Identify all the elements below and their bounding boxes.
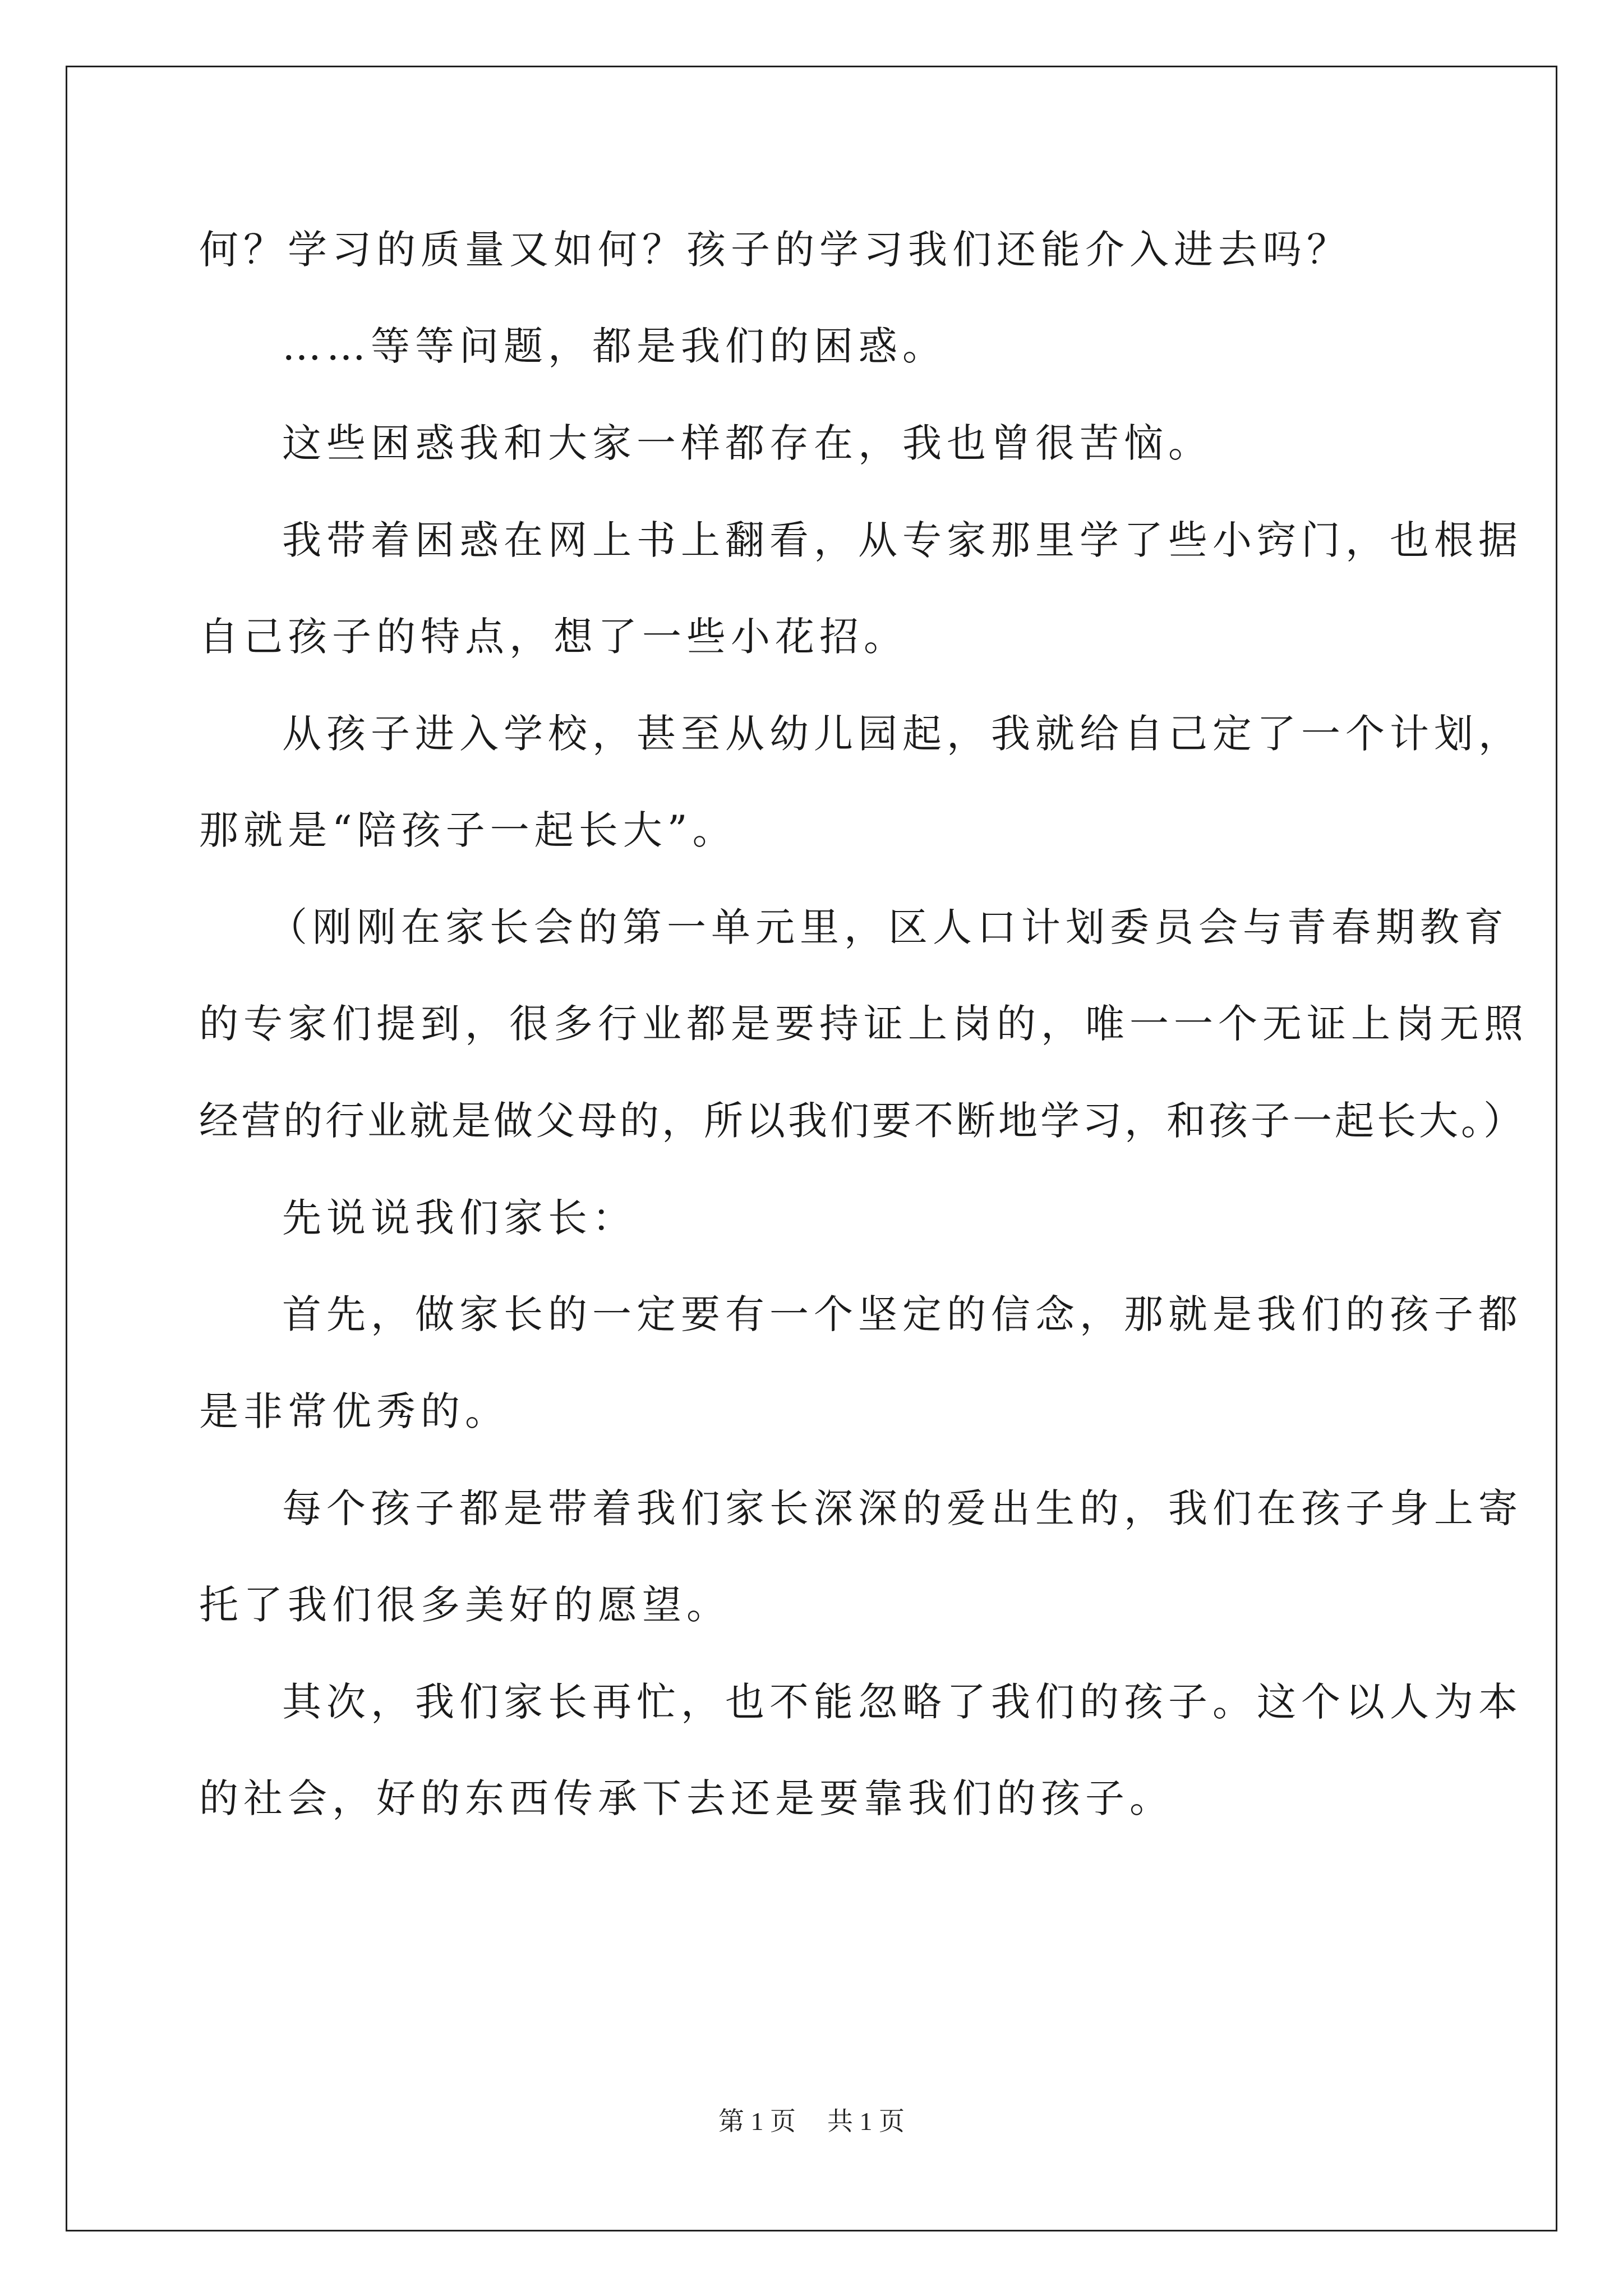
page-footer bbox=[0, 2101, 1623, 2138]
text-line: 这些困惑我和大家一样都存在，我也曾很苦恼。 bbox=[282, 420, 1212, 466]
text-line: 的社会，好的东西传承下去还是要靠我们的孩子。 bbox=[199, 1775, 1174, 1821]
page-total: 共 1 页 bbox=[827, 2107, 905, 2136]
text-line: 先说说我们家长： bbox=[282, 1195, 637, 1241]
page-border bbox=[66, 66, 1557, 2231]
text-line: （刚刚在家长会的第一单元里，区人口计划委员会与青春期教育 bbox=[268, 904, 1509, 950]
text-line: 首先，做家长的一定要有一个坚定的信念，那就是我们的孩子都 bbox=[282, 1291, 1523, 1337]
text-line: 经营的行业就是做父母的，所以我们要不断地学习，和孩子一起长大。） bbox=[199, 1098, 1525, 1144]
text-line: 自己孩子的特点，想了一些小花招。 bbox=[199, 614, 908, 660]
text-line: 何？学习的质量又如何？孩子的学习我们还能介入进去吗？ bbox=[199, 227, 1351, 273]
text-line: 那就是“陪孩子一起长大”。 bbox=[199, 807, 737, 853]
text-line: 其次，我们家长再忙，也不能忽略了我们的孩子。这个以人为本 bbox=[282, 1679, 1523, 1725]
text-line: 每个孩子都是带着我们家长深深的爱出生的，我们在孩子身上寄 bbox=[282, 1485, 1523, 1531]
text-line: 从孩子进入学校，甚至从幼儿园起，我就给自己定了一个计划， bbox=[282, 711, 1523, 757]
text-line: 的专家们提到，很多行业都是要持证上岗的，唯一一个无证上岗无照 bbox=[199, 1001, 1528, 1047]
text-line: 托了我们很多美好的愿望。 bbox=[199, 1582, 731, 1628]
text-line: ……等等问题，都是我们的困惑。 bbox=[282, 323, 947, 369]
page-number: 第 1 页 bbox=[718, 2107, 796, 2136]
text-line: 我带着困惑在网上书上翻看，从专家那里学了些小窍门，也根据 bbox=[282, 517, 1523, 563]
text-line: 是非常优秀的。 bbox=[199, 1388, 509, 1434]
